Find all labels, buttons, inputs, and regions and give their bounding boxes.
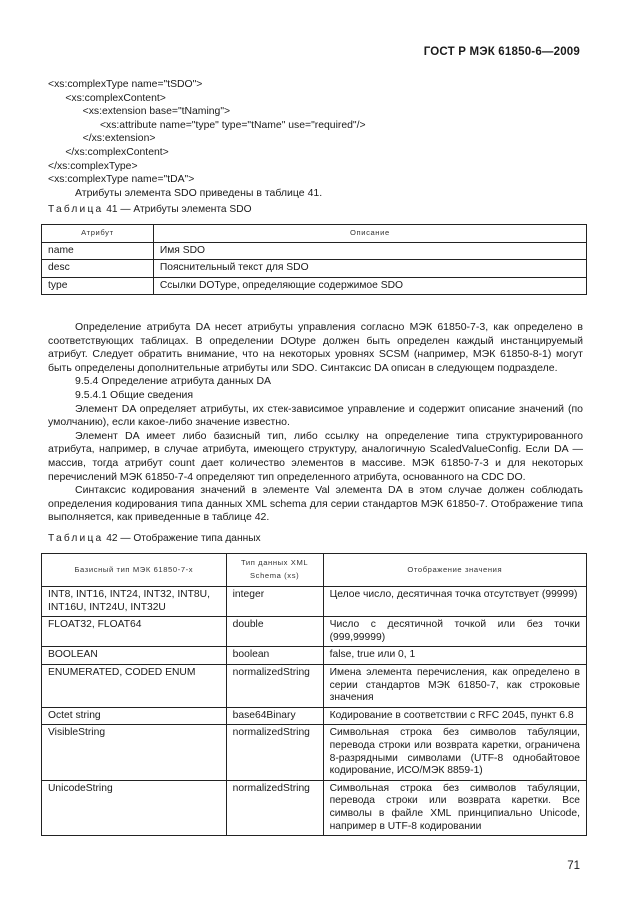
- table42-cell: normalizedString: [226, 725, 323, 780]
- table42-caption-prefix: Таблица: [48, 533, 104, 544]
- code-line: </xs:complexType>: [48, 160, 138, 172]
- table-41: [41, 224, 587, 295]
- table42-cell: UnicodeString: [42, 780, 227, 835]
- table42-header-cell: Отображение значения: [323, 554, 586, 587]
- table42-cell: Целое число, десятичная точка отсутствует (99999): [323, 587, 586, 617]
- table-row: [42, 277, 587, 295]
- table-row: [42, 664, 587, 707]
- xml-code-block: [48, 78, 366, 187]
- table42-cell: false, true или 0, 1: [323, 647, 586, 665]
- table41-header-cell: Описание: [153, 225, 586, 243]
- code-line: </xs:complexContent>: [48, 146, 169, 158]
- intro-paragraph: [48, 187, 583, 201]
- body-paragraph: Определение атрибута DA несет атрибуты управления согласно МЭК 61850-7-3, как определено в соответствующих таблицах. В определении DOtype должен быть определен каждый инстанцируемый атрибут. Следует обратить внимание, что на некоторых уровнях SCSM (например, МЭК 61850-8-1) могут быть определены дополнительные атрибуты или SDO. Синтаксис DA описан в следующем подразделе.: [48, 321, 583, 374]
- table41-cell: type: [42, 277, 154, 295]
- table42-header-cell: Базисный тип МЭК 61850-7-х: [42, 554, 227, 587]
- table42-cell: normalizedString: [226, 664, 323, 707]
- table42-cell: INT8, INT16, INT24, INT32, INT8U, INT16U, INT24U, INT32U: [42, 587, 227, 617]
- table42-cell: Символьная строка без символов табуляции, перевода строки или возврата каретки. Все символы в файле XML принципиально Unicode, например в UTF-8 кодировании: [323, 780, 586, 835]
- body-paragraph: Синтаксис кодирования значений в элементе Val элемента DA в этом случае должен соблюдать определения кодирования типа данных XML schema для серии стандартов МЭК 61850-7. Отображение типа выполняется, как приведенные в таблице 42.: [48, 484, 583, 524]
- table41-header-cell: Атрибут: [42, 225, 154, 243]
- table-row: [42, 647, 587, 665]
- table42-cell: Имена элемента перечисления, как определено в серии стандартов МЭК 61850-7, как строковые значения: [323, 664, 586, 707]
- table-row: [42, 587, 587, 617]
- table41-cell: name: [42, 242, 154, 260]
- table-42: [41, 553, 587, 836]
- table41-cell: Ссылки DOType, определяющие содержимое SDO: [153, 277, 586, 295]
- code-line: <xs:complexType name="tDA">: [48, 174, 195, 186]
- table42-cell: Число с десятичной точкой или без точки (999,99999): [323, 617, 586, 647]
- table42-cell: BOOLEAN: [42, 647, 227, 665]
- table-row: [42, 707, 587, 725]
- table-row: [42, 780, 587, 835]
- table41-cell: desc: [42, 260, 154, 278]
- table42-header-cell: Тип данных XML Schema (xs): [226, 554, 323, 587]
- table42-caption: [48, 533, 261, 544]
- table42-cell: normalizedString: [226, 780, 323, 835]
- table42-cell: VisibleString: [42, 725, 227, 780]
- body-text: [48, 321, 583, 525]
- table42-cell: ENUMERATED, CODED ENUM: [42, 664, 227, 707]
- table42-caption-text: 42 — Отображение типа данных: [106, 533, 261, 544]
- body-paragraph: Элемент DA определяет атрибуты, их стек-зависимое управление и содержит описание значений (по умолчанию), если какое-либо значение известно.: [48, 402, 583, 429]
- intro-sentence: Атрибуты элемента SDO приведены в таблице 41.: [75, 187, 323, 199]
- code-line: <xs:complexContent>: [48, 92, 166, 104]
- table41-cell: Имя SDO: [153, 242, 586, 260]
- table-row: [42, 725, 587, 780]
- table-row: [42, 260, 587, 278]
- table42-cell: boolean: [226, 647, 323, 665]
- subsection-heading: 9.5.4.1 Общие сведения: [75, 388, 194, 401]
- table42-cell: base64Binary: [226, 707, 323, 725]
- code-line: <xs:extension base="tNaming">: [48, 106, 231, 118]
- table-row: [42, 242, 587, 260]
- document-header: ГОСТ Р МЭК 61850-6—2009: [423, 46, 580, 58]
- table-row: [42, 617, 587, 647]
- table42-cell: integer: [226, 587, 323, 617]
- table42-cell: Octet string: [42, 707, 227, 725]
- section-heading: 9.5.4 Определение атрибута данных DA: [75, 375, 272, 388]
- table41-caption-text: 41 — Атрибуты элемента SDO: [106, 204, 252, 215]
- page-number: 71: [567, 860, 580, 872]
- table42-cell: Кодирование в соответствии с RFC 2045, пункт 6.8: [323, 707, 586, 725]
- table41-cell: Пояснительный текст для SDO: [153, 260, 586, 278]
- table41-caption: [48, 204, 252, 215]
- code-line: </xs:extension>: [48, 133, 156, 145]
- table41-caption-prefix: Таблица: [48, 204, 104, 215]
- table42-cell: FLOAT32, FLOAT64: [42, 617, 227, 647]
- table42-cell: double: [226, 617, 323, 647]
- code-line: <xs:attribute name="type" type="tName" use="required"/>: [48, 119, 366, 131]
- table42-cell: Символьная строка без символов табуляции, перевода строки или возврата каретки, ограничена 8-разрядными символами (UTF-8 однобайтовое кодирование, ИСО/МЭК 8859-1): [323, 725, 586, 780]
- body-paragraph: Элемент DA имеет либо базисный тип, либо ссылку на определение типа структурированного атрибута, например, в случае атрибута, имеющего структуру, аналогичную ScaledValueConfig. Если DA — массив, тогда атрибут count дает количество элементов в массиве. МЭК 61850-7-3 и для некоторых перечислений МЭК 61850-7-4 определяют тип определенного атрибута, основанного на CDC DO.: [48, 429, 583, 483]
- code-line: <xs:complexType name="tSDO">: [48, 79, 203, 90]
